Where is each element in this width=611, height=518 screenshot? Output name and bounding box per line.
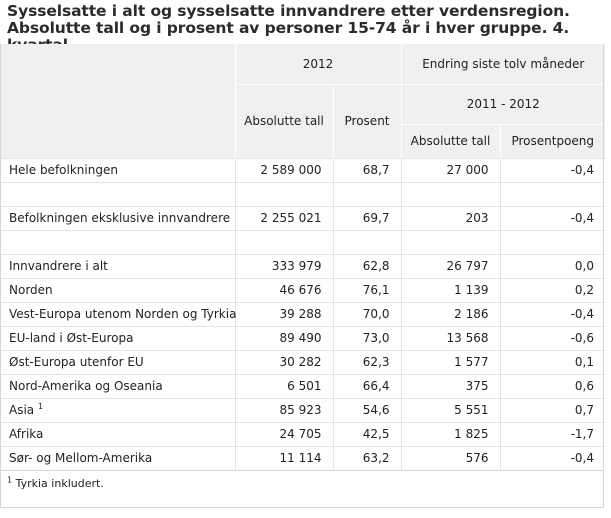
- statistics-table: [0, 44, 605, 470]
- row-label-text: Innvandrere i alt: [9, 259, 108, 273]
- cell-absolute-text: 11 114: [279, 451, 322, 465]
- cell-change-absolute: [401, 254, 500, 278]
- header-year: 2012: [235, 44, 401, 84]
- cell-absolute: [235, 446, 333, 470]
- cell-percentage-points-text: -0,4: [570, 307, 595, 321]
- row-label: [0, 398, 235, 422]
- cell-percent-text: 73,0: [362, 331, 390, 345]
- cell-change-absolute-text: 1 825: [454, 427, 489, 441]
- cell-percentage-points: [500, 326, 605, 350]
- cell-percentage-points: [500, 398, 605, 422]
- table-body: [0, 158, 605, 470]
- cell-absolute-text: 24 705: [279, 427, 322, 441]
- table-row: [0, 350, 605, 374]
- spacer-row: [0, 182, 605, 206]
- row-label: [0, 302, 235, 326]
- cell-absolute: [235, 278, 333, 302]
- header-absolute: Absolutte tall: [235, 84, 333, 158]
- table-row: [0, 374, 605, 398]
- header-period: 2011 - 2012: [401, 84, 605, 124]
- row-label-text: Hele befolkningen: [9, 163, 118, 177]
- cell-percentage-points: [500, 350, 605, 374]
- row-label-text: Afrika: [9, 427, 44, 441]
- cell-percent: [333, 326, 401, 350]
- cell-percentage-points: [500, 254, 605, 278]
- table-row: [0, 326, 605, 350]
- cell-absolute-text: 333 979: [271, 259, 322, 273]
- table-row: [0, 206, 605, 230]
- row-label-text: Befolkningen eksklusive innvandrere: [9, 211, 231, 225]
- cell-percent-text: 70,0: [362, 307, 390, 321]
- cell-absolute-text: 46 676: [279, 283, 322, 297]
- footnote-mark: 1: [7, 475, 13, 485]
- cell-percent-text: 62,8: [362, 259, 390, 273]
- spacer-cell: [0, 230, 235, 254]
- cell-change-absolute: [401, 422, 500, 446]
- cell-percent: [333, 254, 401, 278]
- footnote: [7, 477, 104, 490]
- header-change: Endring siste tolv måneder: [401, 44, 605, 84]
- spacer-cell: [401, 230, 500, 254]
- cell-change-absolute-text: 1 577: [454, 355, 489, 369]
- cell-absolute-text: 2 589 000: [260, 163, 322, 177]
- row-label-text: Sør- og Mellom-Amerika: [9, 451, 153, 465]
- cell-percent-text: 68,7: [362, 163, 390, 177]
- cell-percent-text: 76,1: [362, 283, 390, 297]
- cell-percent-text: 62,3: [362, 355, 390, 369]
- cell-percentage-points-text: -0,4: [570, 211, 595, 225]
- cell-percentage-points-text: 0,7: [574, 403, 595, 417]
- header-change-absolute: Absolutte tall: [401, 124, 500, 158]
- cell-absolute: [235, 158, 333, 182]
- cell-change-absolute-text: 576: [465, 451, 489, 465]
- cell-change-absolute: [401, 398, 500, 422]
- cell-percent-text: 54,6: [362, 403, 390, 417]
- cell-change-absolute-text: 375: [465, 379, 489, 393]
- spacer-cell: [235, 182, 333, 206]
- cell-percentage-points: [500, 278, 605, 302]
- cell-percentage-points-text: -0,4: [570, 163, 595, 177]
- cell-absolute: [235, 254, 333, 278]
- header-percentage-points: Prosentpoeng: [500, 124, 605, 158]
- cell-percentage-points: [500, 158, 605, 182]
- cell-absolute-text: 39 288: [279, 307, 322, 321]
- cell-percentage-points: [500, 206, 605, 230]
- cell-absolute-text: 6 501: [287, 379, 322, 393]
- spacer-cell: [500, 230, 605, 254]
- row-label: [0, 254, 235, 278]
- cell-change-absolute-text: 5 551: [454, 403, 489, 417]
- cell-percentage-points-text: 0,0: [574, 259, 595, 273]
- cell-absolute: [235, 302, 333, 326]
- cell-percent: [333, 206, 401, 230]
- table-row: [0, 302, 605, 326]
- row-label-text: Øst-Europa utenfor EU: [9, 355, 144, 369]
- footnote-divider: [0, 470, 604, 471]
- row-label: [0, 206, 235, 230]
- cell-change-absolute-text: 26 797: [446, 259, 489, 273]
- cell-absolute: [235, 206, 333, 230]
- row-label: [0, 158, 235, 182]
- spacer-cell: [333, 182, 401, 206]
- cell-percent: [333, 278, 401, 302]
- table-row: [0, 422, 605, 446]
- cell-absolute-text: 89 490: [279, 331, 322, 345]
- cell-change-absolute-text: 2 186: [454, 307, 489, 321]
- row-label-text: Nord-Amerika og Oseania: [9, 379, 163, 393]
- cell-change-absolute: [401, 326, 500, 350]
- cell-percent-text: 66,4: [362, 379, 390, 393]
- cell-absolute-text: 30 282: [279, 355, 322, 369]
- cell-change-absolute: [401, 158, 500, 182]
- row-label: [0, 446, 235, 470]
- spacer-cell: [0, 182, 235, 206]
- row-label: [0, 278, 235, 302]
- row-label-text: EU-land i Øst-Europa: [9, 331, 134, 345]
- cell-absolute: [235, 374, 333, 398]
- cell-percent: [333, 446, 401, 470]
- cell-absolute-text: 85 923: [279, 403, 322, 417]
- table-row: [0, 254, 605, 278]
- table-row: [0, 446, 605, 470]
- cell-absolute-text: 2 255 021: [260, 211, 322, 225]
- table-row: [0, 278, 605, 302]
- footnote-text: Tyrkia inkludert.: [15, 477, 104, 490]
- row-label-text: Asia: [9, 403, 35, 417]
- cell-percent: [333, 158, 401, 182]
- cell-percentage-points: [500, 302, 605, 326]
- table-title: Sysselsatte i alt og sysselsatte innvandrere etter verdensregion. Absolutte tall og i prosent av personer 15-74 år i hver gruppe. 4.: [7, 2, 570, 37]
- cell-absolute: [235, 326, 333, 350]
- cell-percent-text: 42,5: [362, 427, 390, 441]
- row-label-text: Norden: [9, 283, 53, 297]
- spacer-row: [0, 230, 605, 254]
- cell-change-absolute: [401, 302, 500, 326]
- cell-percent: [333, 398, 401, 422]
- cell-percentage-points: [500, 422, 605, 446]
- cell-percentage-points-text: -0,4: [570, 451, 595, 465]
- cell-percentage-points-text: 0,1: [574, 355, 595, 369]
- cell-change-absolute: [401, 206, 500, 230]
- cell-percentage-points-text: 0,6: [574, 379, 595, 393]
- row-label: [0, 374, 235, 398]
- cell-percentage-points-text: -0,6: [570, 331, 595, 345]
- cell-change-absolute-text: 13 568: [446, 331, 489, 345]
- table-row: [0, 158, 605, 182]
- cell-percentage-points: [500, 374, 605, 398]
- cell-change-absolute-text: 27 000: [446, 163, 489, 177]
- cell-absolute: [235, 398, 333, 422]
- spacer-cell: [235, 230, 333, 254]
- spacer-cell: [401, 182, 500, 206]
- row-label: [0, 422, 235, 446]
- cell-change-absolute: [401, 446, 500, 470]
- row-label: [0, 326, 235, 350]
- cell-change-absolute: [401, 350, 500, 374]
- cell-percent: [333, 422, 401, 446]
- spacer-cell: [333, 230, 401, 254]
- cell-percentage-points-text: -1,7: [570, 427, 595, 441]
- row-label: [0, 350, 235, 374]
- cell-percent: [333, 302, 401, 326]
- footnote-reference: 1: [37, 402, 44, 411]
- cell-change-absolute-text: 1 139: [454, 283, 489, 297]
- cell-percent: [333, 374, 401, 398]
- header-percent: Prosent: [333, 84, 401, 158]
- cell-absolute: [235, 350, 333, 374]
- row-label-text: Vest-Europa utenom Norden og Tyrkia: [9, 307, 237, 321]
- cell-percentage-points-text: 0,2: [574, 283, 595, 297]
- cell-change-absolute-text: 203: [465, 211, 489, 225]
- cell-percent-text: 69,7: [362, 211, 390, 225]
- cell-absolute: [235, 422, 333, 446]
- cell-percent: [333, 350, 401, 374]
- cell-percentage-points: [500, 446, 605, 470]
- header-blank: [0, 44, 235, 158]
- cell-change-absolute: [401, 374, 500, 398]
- spacer-cell: [500, 182, 605, 206]
- table-row: [0, 398, 605, 422]
- cell-percent-text: 63,2: [362, 451, 390, 465]
- cell-change-absolute: [401, 278, 500, 302]
